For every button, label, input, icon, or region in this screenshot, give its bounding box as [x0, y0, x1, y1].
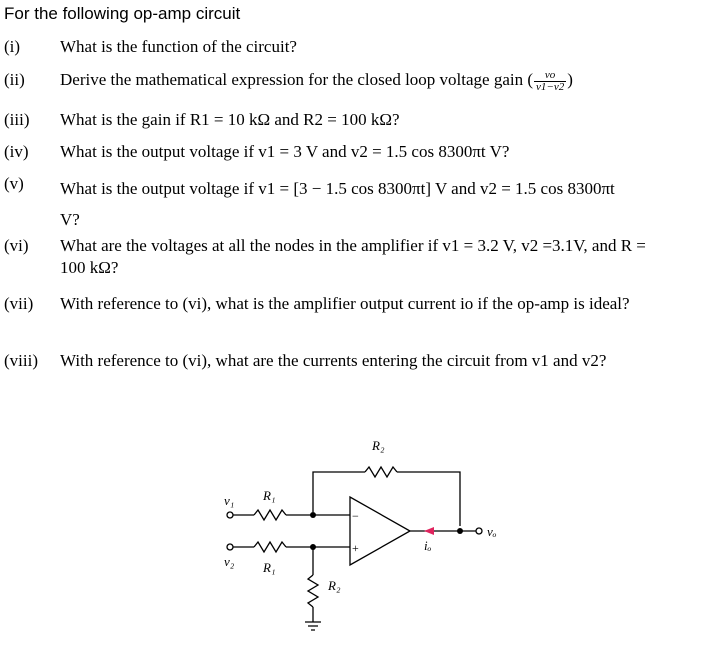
question-number: (vi) — [4, 236, 29, 255]
vo-terminal — [476, 528, 482, 534]
plus-terminal-label: + — [352, 541, 359, 555]
v2-terminal — [227, 544, 233, 550]
question-text: What is the output voltage if v1 = [3 − 1.5 cos 8300πt] V and v2 = 1.5 cos 8300πt V? — [60, 179, 615, 229]
question-text: With reference to (vi), what is the amplifier output current io if the op-amp is ideal? — [60, 294, 630, 313]
r2-top-label: R₂ — [372, 438, 385, 453]
v1-label: v₁ — [224, 493, 235, 508]
question-number: (vii) — [4, 294, 34, 313]
closing-paren: ) — [567, 70, 573, 89]
io-label: iₒ — [424, 538, 432, 553]
feedback-wire-right — [397, 472, 460, 526]
r1-bottom-label: R₁ — [263, 560, 276, 575]
question-number: (ii) — [4, 70, 25, 89]
r2-bottom-label: R₂ — [328, 578, 341, 593]
feedback-wire-top — [313, 472, 365, 512]
question-text: What is the function of the circuit? — [60, 37, 297, 56]
question-text: Derive the mathematical expression for the closed loop voltage gain ( — [60, 70, 534, 89]
question-number: (iii) — [4, 110, 30, 129]
r1-top-resistor — [254, 510, 286, 520]
v1-terminal — [227, 512, 233, 518]
question-text: What are the voltages at all the nodes in the amplifier if v1 = 3.2 V, v2 =3.1V, and R = 100 kΩ? — [60, 236, 646, 277]
question-text: What is the output voltage if v1 = 3 V and v2 = 1.5 cos 8300πt V? — [60, 142, 510, 161]
r1-bottom-resistor — [254, 542, 286, 552]
minus-terminal-label: − — [352, 509, 359, 523]
gain-numerator: vo — [534, 70, 566, 82]
page-heading: For the following op-amp circuit — [4, 4, 241, 23]
gain-denominator: v1−v2 — [536, 80, 565, 93]
question-number: (viii) — [4, 351, 38, 370]
question-text: With reference to (vi), what are the currents entering the circuit from v1 and v2? — [60, 351, 607, 370]
v2-label: v₂ — [224, 554, 235, 569]
inverting-node-dot — [310, 512, 316, 518]
output-node-dot — [457, 528, 463, 534]
question-number: (i) — [4, 37, 21, 56]
vo-label: vₒ — [487, 524, 497, 539]
question-number: (iv) — [4, 142, 29, 161]
question-text: What is the gain if R1 = 10 kΩ and R2 = 100 kΩ? — [60, 110, 400, 129]
question-number: (v) — [4, 174, 24, 193]
op-amp-symbol — [350, 497, 410, 565]
ground-symbol — [305, 622, 321, 630]
r2-feedback-resistor — [365, 467, 397, 477]
r1-top-label: R₁ — [263, 488, 276, 503]
r2-ground-resistor — [308, 575, 318, 607]
output-current-arrow — [424, 527, 434, 535]
noninverting-node-dot — [310, 544, 316, 550]
